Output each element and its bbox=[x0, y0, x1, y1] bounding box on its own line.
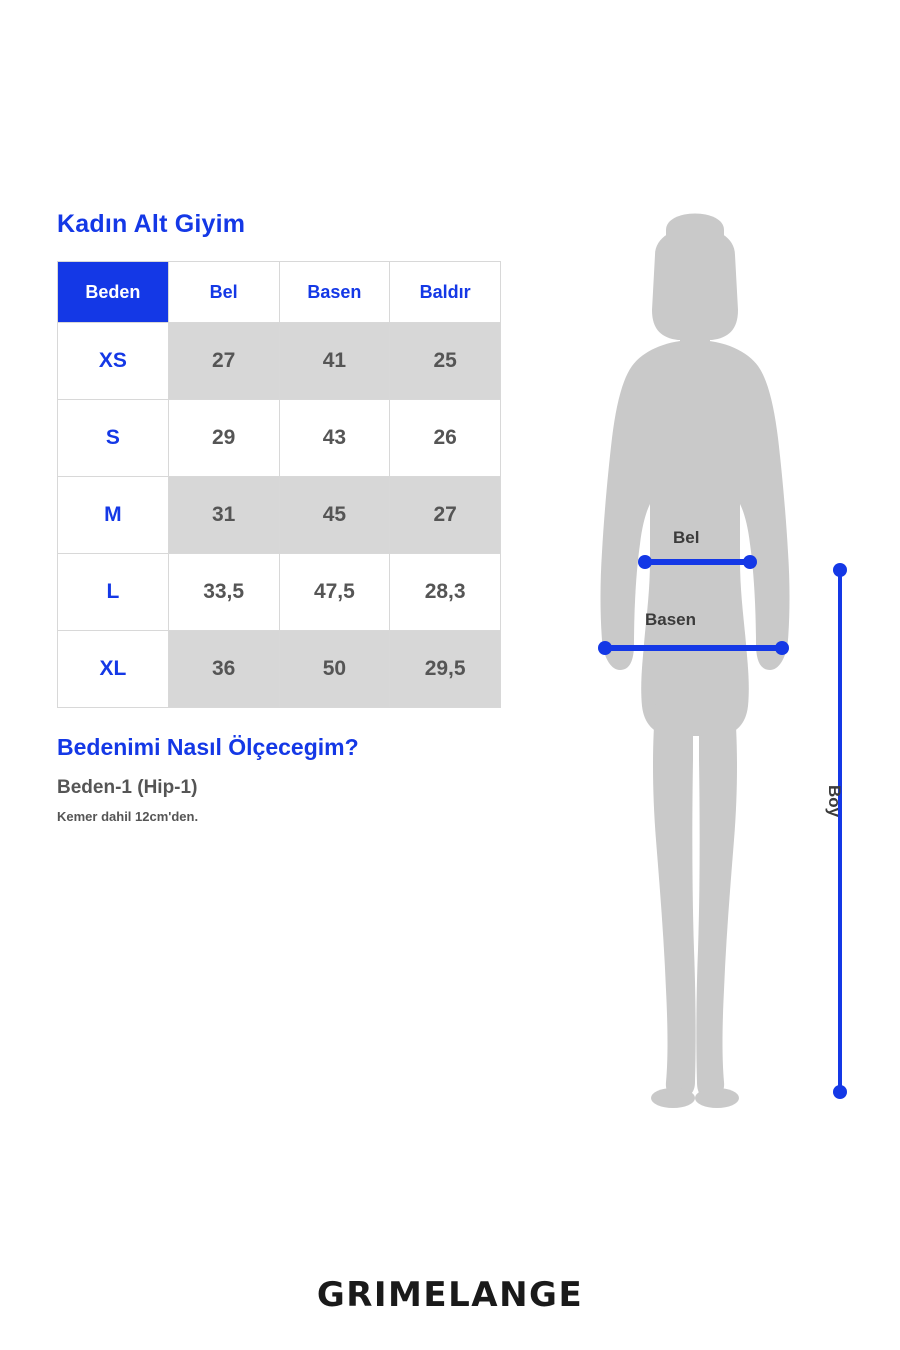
cell-basen: 47,5 bbox=[279, 554, 390, 631]
table-row bbox=[58, 323, 501, 400]
cell-baldir: 25 bbox=[390, 323, 501, 400]
brand-logo: GRIMELANGE bbox=[316, 1275, 584, 1315]
label-boy: Boy bbox=[825, 785, 844, 818]
cell-baldir: 27 bbox=[390, 477, 501, 554]
cell-bel: 33,5 bbox=[168, 554, 279, 631]
size-label: L bbox=[58, 554, 169, 631]
table-row bbox=[58, 631, 501, 708]
cell-bel: 27 bbox=[168, 323, 279, 400]
label-bel: Bel bbox=[673, 528, 700, 547]
column-header-baldir: Baldır bbox=[390, 262, 501, 323]
table-row bbox=[58, 400, 501, 477]
column-header-beden: Beden bbox=[58, 262, 169, 323]
left-column bbox=[57, 210, 517, 824]
size-label: XS bbox=[58, 323, 169, 400]
column-header-basen: Basen bbox=[279, 262, 390, 323]
boy-measure-line bbox=[833, 563, 847, 1099]
cell-bel: 36 bbox=[168, 631, 279, 708]
measurement-figure bbox=[560, 200, 880, 1120]
cell-baldir: 28,3 bbox=[390, 554, 501, 631]
cell-baldir: 26 bbox=[390, 400, 501, 477]
cell-basen: 50 bbox=[279, 631, 390, 708]
column-header-bel: Bel bbox=[168, 262, 279, 323]
table-header-row bbox=[58, 262, 501, 323]
table-body bbox=[58, 323, 501, 708]
cell-baldir: 29,5 bbox=[390, 631, 501, 708]
label-basen: Basen bbox=[645, 610, 697, 629]
how-to-measure-line2: Kemer dahil 12cm'den. bbox=[57, 809, 199, 824]
cell-bel: 29 bbox=[168, 400, 279, 477]
cell-basen: 41 bbox=[279, 323, 390, 400]
table-row bbox=[58, 554, 501, 631]
size-table bbox=[57, 261, 501, 708]
cell-basen: 43 bbox=[279, 400, 390, 477]
size-label: M bbox=[58, 477, 169, 554]
table-header bbox=[58, 262, 501, 323]
how-to-measure-heading: Bedenimi Nasıl Ölçecegim? bbox=[57, 734, 359, 760]
cell-bel: 31 bbox=[168, 477, 279, 554]
page-title: Kadın Alt Giyim bbox=[57, 210, 246, 238]
size-label: S bbox=[58, 400, 169, 477]
cell-basen: 45 bbox=[279, 477, 390, 554]
how-to-measure-line1: Beden-1 (Hip-1) bbox=[57, 777, 198, 798]
size-label: XL bbox=[58, 631, 169, 708]
table-row bbox=[58, 477, 501, 554]
female-body-silhouette-icon bbox=[560, 200, 880, 1120]
